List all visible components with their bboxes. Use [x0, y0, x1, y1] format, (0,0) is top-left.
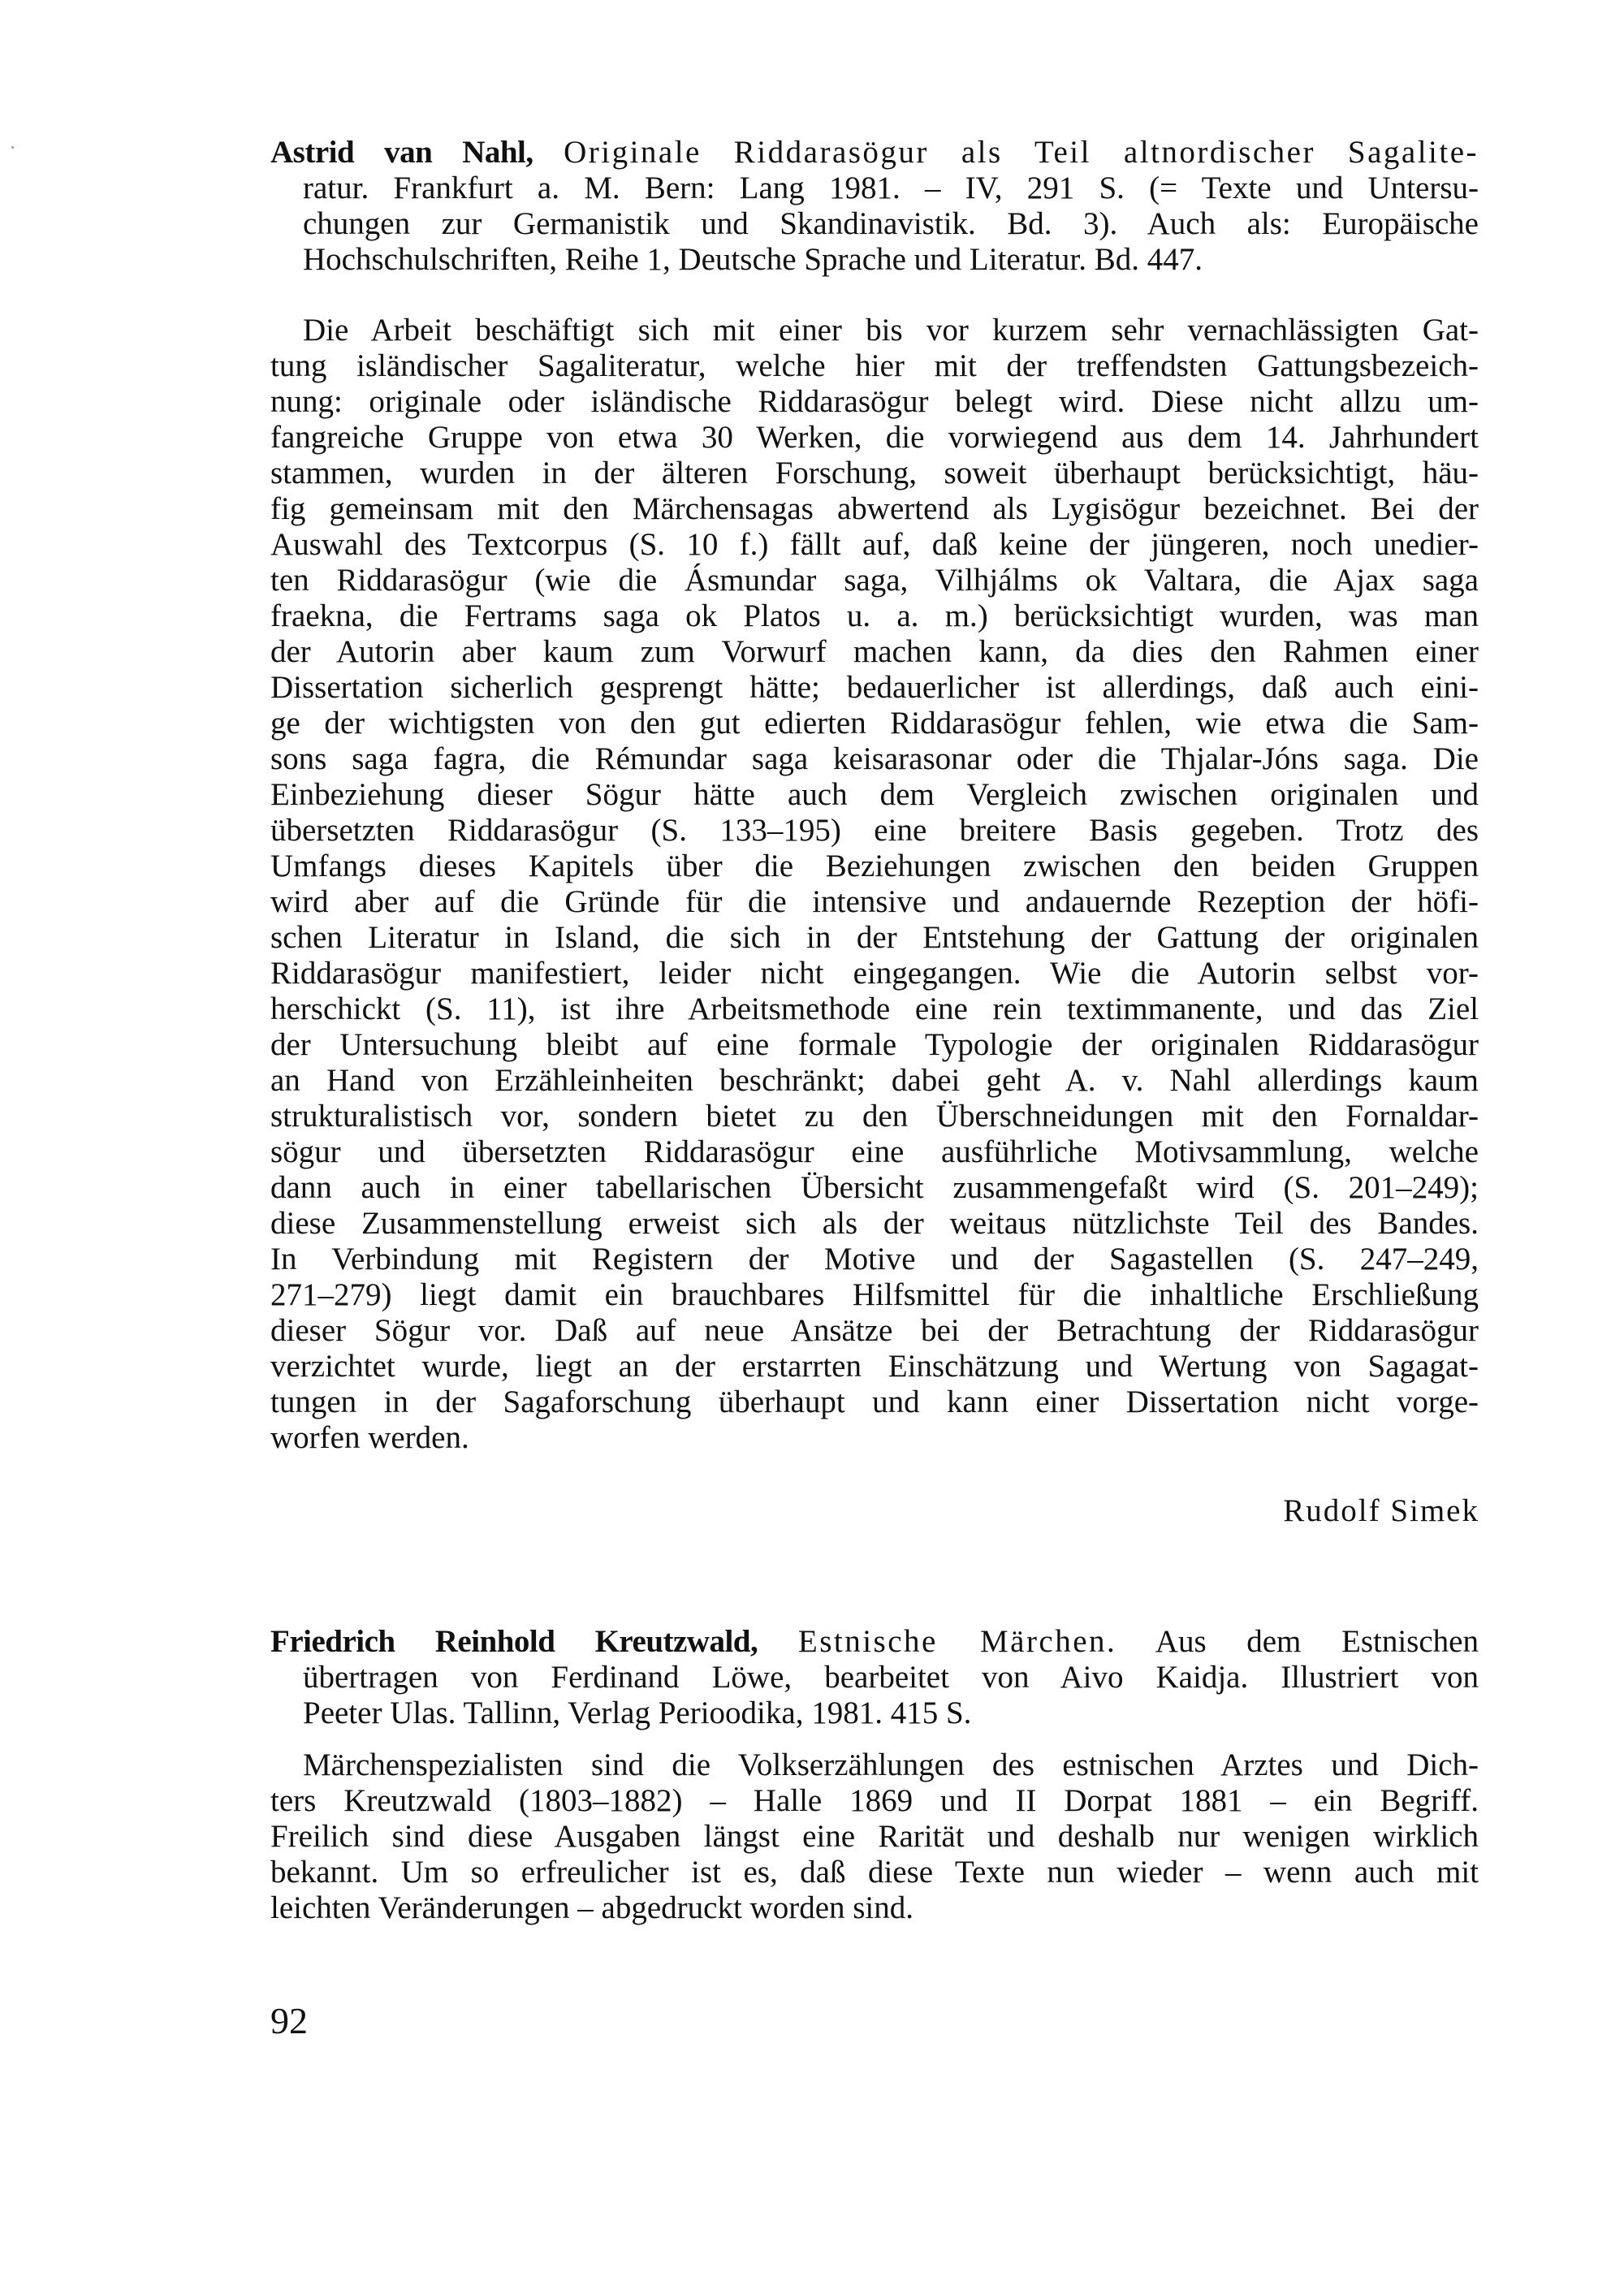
text-line: tung isländischer Sagaliteratur, welche hier mit der treffendsten Gattungsbezeich-: [270, 348, 1479, 383]
text-line: Dissertation sicherlich gesprengt hätte; bedauerlicher ist allerdings, daß auch eini-: [270, 670, 1479, 705]
text-line: fangreiche Gruppe von etwa 30 Werken, die vorwiegend aus dem 14. Jahrhundert: [270, 420, 1479, 455]
entry-author: Friedrich Reinhold Kreutzwald,: [270, 1624, 758, 1659]
text-line: dann auch in einer tabellarischen Übersicht zusammengefaßt wird (S. 201–249);: [270, 1170, 1479, 1205]
text-line: der Autorin aber kaum zum Vorwurf machen kann, da dies den Rahmen einer: [270, 634, 1479, 669]
reviewer-signature: Rudolf Simek: [1283, 1493, 1479, 1528]
text-line: Die Arbeit beschäftigt sich mit einer bis vor kurzem sehr vernachlässigten Gat-: [303, 313, 1479, 348]
scan-speck: [11, 146, 14, 149]
text-line: Auswahl des Textcorpus (S. 10 f.) fällt auf, daß keine der jüngeren, noch unedier-: [270, 527, 1479, 562]
entry-lines: [270, 171, 1479, 278]
text-line: leichten Veränderungen – abgedruckt worden sind.: [270, 1890, 914, 1925]
text-line: ters Kreutzwald (1803–1882) – Halle 1869 und II Dorpat 1881 – ein Begriff.: [270, 1783, 1479, 1818]
text-line: strukturalistisch vor, sondern bietet zu den Überschneidungen mit den Fornaldar-: [270, 1099, 1479, 1134]
entry-title: Estnische Märchen.: [797, 1624, 1117, 1659]
text-line: ten Riddarasögur (wie die Ásmundar saga, Vilhjálms ok Valtara, die Ajax saga: [270, 563, 1479, 598]
review-text-1: [270, 313, 1479, 1456]
text-line: worfen werden.: [270, 1420, 469, 1455]
text-line: diese Zusammenstellung erweist sich als der weitaus nützlichste Teil des Bandes.: [270, 1206, 1479, 1241]
text-line: ge der wichtigsten von den gut edierten Riddarasögur fehlen, wie etwa die Sam-: [270, 706, 1479, 741]
text-line: wird aber auf die Gründe für die intensive und andauernde Rezeption der höfi-: [270, 884, 1479, 919]
entry-lines: [270, 1660, 1479, 1731]
text-line: Umfangs dieses Kapitels über die Beziehungen zwischen den beiden Gruppen: [270, 849, 1479, 883]
text-line: an Hand von Erzähleinheiten beschränkt; dabei geht A. v. Nahl allerdings kaum: [270, 1063, 1479, 1098]
text-line: tungen in der Sagaforschung überhaupt und kann einer Dissertation nicht vorge-: [270, 1384, 1479, 1419]
text-line: fraekna, die Fertrams saga ok Platos u. a. m.) berücksichtigt wurden, was man: [270, 598, 1479, 633]
text-line: sögur und übersetzten Riddarasögur eine ausführliche Motivsammlung, welche: [270, 1134, 1479, 1169]
text-line: Freilich sind diese Ausgaben längst eine Rarität und deshalb nur wenigen wirklich: [270, 1819, 1479, 1854]
review-text-2: [270, 1747, 1479, 1926]
text-line: stammen, wurden in der älteren Forschung, soweit überhaupt berücksichtigt, häu-: [270, 456, 1479, 490]
entry-first-line: [270, 135, 1479, 171]
entry-title: Originale Riddarasögur als Teil altnordischer Sagalite-: [564, 135, 1479, 170]
entry-author: Astrid van Nahl,: [270, 135, 533, 170]
text-line: Riddarasögur manifestiert, leider nicht eingegangen. Wie die Autorin selbst vor-: [270, 956, 1479, 991]
text-line: der Untersuchung bleibt auf eine formale Typologie der originalen Riddarasögur: [270, 1027, 1479, 1062]
bibliographic-entry-1: [270, 135, 1479, 278]
text-line: schen Literatur in Island, die sich in der Entstehung der Gattung der originalen: [270, 920, 1479, 955]
text-line: Märchenspezialisten sind die Volkserzählungen des estnischen Arztes und Dich-: [303, 1747, 1479, 1782]
page-number: 92: [270, 2000, 308, 2041]
bibliographic-entry-2: [270, 1624, 1479, 1731]
text-line: nung: originale oder isländische Riddarasögur belegt wird. Diese nicht allzu um-: [270, 384, 1479, 419]
text-line: In Verbindung mit Registern der Motive und der Sagastellen (S. 247–249,: [270, 1242, 1479, 1276]
text-line: übertragen von Ferdinand Löwe, bearbeitet von Aivo Kaidja. Illustriert von: [303, 1660, 1479, 1695]
text-line: bekannt. Um so erfreulicher ist es, daß diese Texte nun wieder – wenn auch mit: [270, 1855, 1479, 1890]
text-line: dieser Sögur vor. Daß auf neue Ansätze bei der Betrachtung der Riddarasögur: [270, 1313, 1479, 1348]
text-line: chungen zur Germanistik und Skandinavistik. Bd. 3). Auch als: Europäische: [303, 206, 1479, 241]
text-line: fig gemeinsam mit den Märchensagas abwertend als Lygisögur bezeichnet. Bei der: [270, 491, 1479, 526]
entry-title-rest: Aus dem Estnischen: [1155, 1624, 1479, 1659]
text-line: verzichtet wurde, liegt an der erstarrten Einschätzung und Wertung von Sagagat-: [270, 1349, 1479, 1384]
text-line: Hochschulschriften, Reihe 1, Deutsche Sprache und Literatur. Bd. 447.: [303, 242, 1203, 277]
entry-first-line: [270, 1624, 1479, 1660]
text-line: 271–279) liegt damit ein brauchbares Hilfsmittel für die inhaltliche Erschließung: [270, 1277, 1479, 1312]
text-line: Einbeziehung dieser Sögur hätte auch dem Vergleich zwischen originalen und: [270, 777, 1479, 812]
text-line: übersetzten Riddarasögur (S. 133–195) eine breitere Basis gegeben. Trotz des: [270, 813, 1479, 848]
text-line: ratur. Frankfurt a. M. Bern: Lang 1981. – IV, 291 S. (= Texte und Untersu-: [303, 171, 1479, 205]
text-line: herschickt (S. 11), ist ihre Arbeitsmethode eine rein textimmanente, und das Ziel: [270, 991, 1479, 1026]
text-line: sons saga fagra, die Rémundar saga keisarasonar oder die Thjalar-Jóns saga. Die: [270, 741, 1479, 776]
text-line: Peeter Ulas. Tallinn, Verlag Perioodika, 1981. 415 S.: [303, 1695, 972, 1730]
